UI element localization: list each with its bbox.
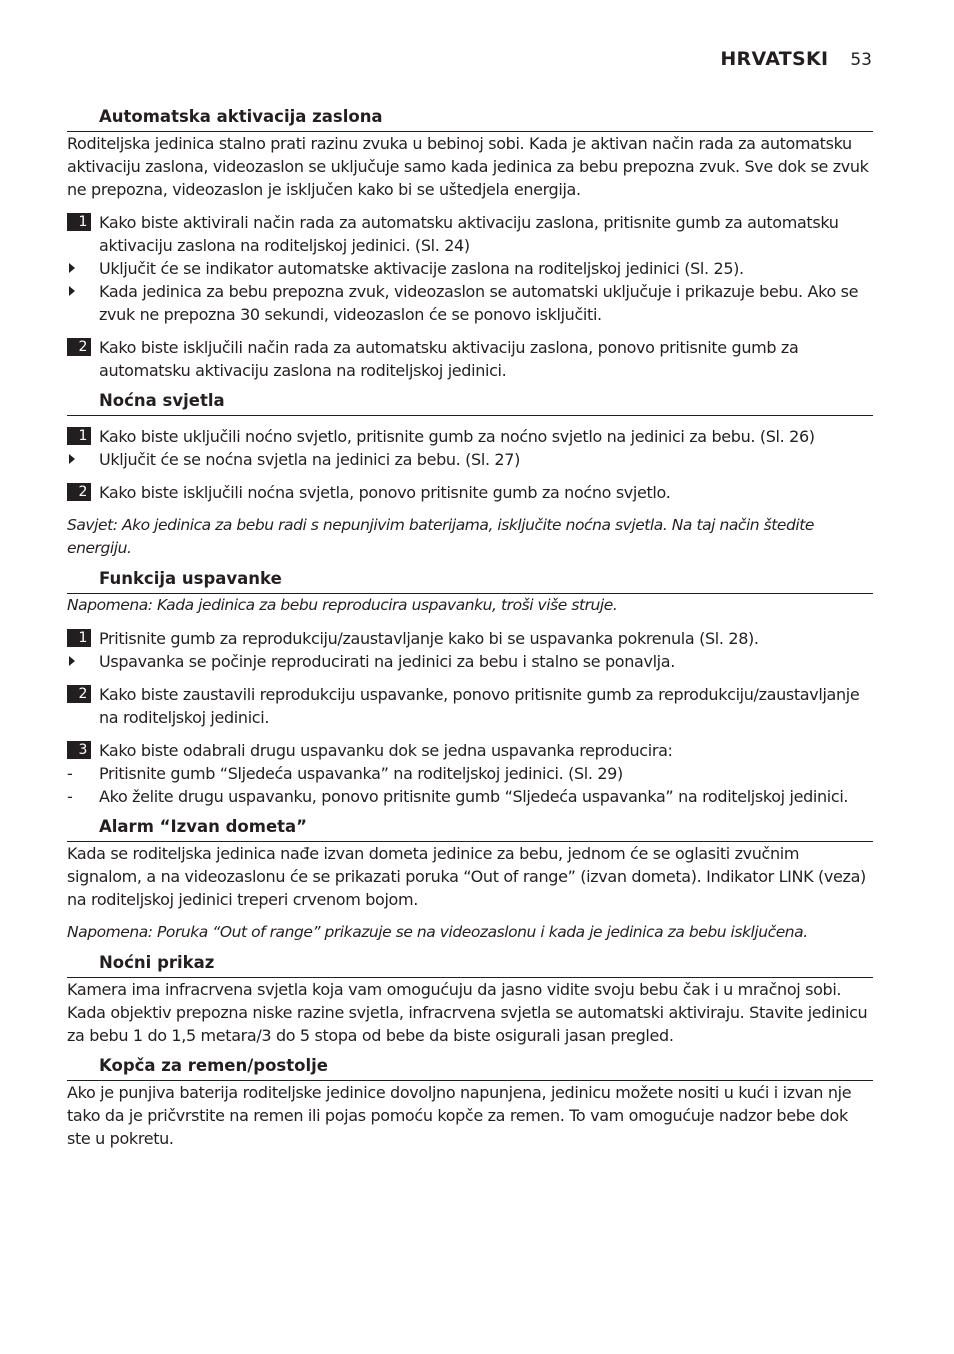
- triangle-bullet-icon: [67, 280, 99, 326]
- step-item: [67, 739, 873, 762]
- section-heading-night-vision: Noćni prikaz: [67, 952, 873, 978]
- page-number: 53: [850, 50, 872, 70]
- step-text: Kako biste isključili način rada za automatsku aktivaciju zaslona, ponovo pritisnite gumb za automatsku aktivaciju zaslona na roditeljskoj jedinici.: [99, 338, 799, 380]
- step-number: 1: [67, 629, 91, 647]
- step-item: [67, 627, 873, 650]
- result-item: [67, 257, 873, 280]
- step-group: [67, 739, 873, 808]
- step-group: [67, 683, 873, 729]
- page-content: [67, 106, 873, 1160]
- step-item: [67, 336, 873, 382]
- step-number: 2: [67, 338, 91, 356]
- result-item: [67, 280, 873, 326]
- step-text: Kako biste uključili noćno svjetlo, pritisnite gumb za noćno svjetlo na jedinici za bebu. (Sl. 26): [99, 427, 815, 446]
- triangle-bullet-icon: [67, 650, 99, 673]
- section-heading-night-lights: Noćna svjetla: [67, 390, 873, 416]
- paragraph: Ako je punjiva baterija roditeljske jedinice dovoljno napunjena, jedinicu možete nositi u kući i izvan nje tako da je pričvrstite na remen ili pojas pomoću kopče za remen. To vam omogućuje nadzor bebe dok ste u pokretu.: [67, 1083, 852, 1148]
- step-text: Kako biste zaustavili reprodukciju uspavanke, ponovo pritisnite gumb za reprodukciju/zaustavljanje na roditeljskoj jedinici.: [99, 685, 860, 727]
- result-text: Uspavanka se počinje reproducirati na jedinici za bebu i stalno se ponavlja.: [99, 652, 675, 671]
- step-text: Kako biste aktivirali način rada za automatsku aktivaciju zaslona, pritisnite gumb za automatsku aktivaciju zaslona na roditeljskoj jedinici. (Sl. 24): [99, 213, 839, 255]
- step-group: [67, 211, 873, 326]
- sub-item-text: Ako želite drugu uspavanku, ponovo pritisnite gumb “Sljedeća uspavanka” na roditeljskoj jedinici.: [99, 787, 849, 806]
- step-group: [67, 425, 873, 471]
- result-item: [67, 448, 873, 471]
- paragraph: Kamera ima infracrvena svjetla koja vam omogućuju da jasno vidite svoju bebu čak i u mračnoj sobi. Kada objektiv prepozna niske razine svjetla, infracrvena svjetla se automatski aktiviraju. Stavite jedinicu za bebu 1 do 1,5 metara/3 do 5 stopa od bebe da biste osigurali jasan pregled.: [67, 980, 868, 1045]
- result-text: Kada jedinica za bebu prepozna zvuk, videozaslon se automatski uključuje i prikazuje bebu. Ako se zvuk ne prepozna 30 sekundi, videozaslon će se ponovo isključiti.: [99, 282, 859, 324]
- paragraph: Roditeljska jedinica stalno prati razinu zvuka u bebinoj sobi. Kada je aktivan način rada za automatsku aktivaciju zaslona, videozaslon se uključuje samo kada jedinica za bebu prepozna zvuk. Sve dok se zvuk ne prepozna, videozaslon je isključen kako bi se uštedjela energija.: [67, 134, 869, 199]
- step-text: Kako biste isključili noćna svjetla, ponovo pritisnite gumb za noćno svjetlo.: [99, 483, 671, 502]
- step-text: Pritisnite gumb za reprodukciju/zaustavljanje kako bi se uspavanka pokrenula (Sl. 28).: [99, 629, 759, 648]
- step-item: [67, 211, 873, 257]
- sub-item-text: Pritisnite gumb “Sljedeća uspavanka” na roditeljskoj jedinici. (Sl. 29): [99, 764, 623, 783]
- note-text: Napomena: Kada jedinica za bebu reproducira uspavanku, troši više struje.: [67, 596, 618, 614]
- step-number: 3: [67, 741, 91, 759]
- step-number: 2: [67, 685, 91, 703]
- page-header: [720, 48, 872, 70]
- result-text: Uključit će se noćna svjetla na jedinici za bebu. (Sl. 27): [99, 450, 520, 469]
- step-item: [67, 425, 873, 448]
- step-number: 1: [67, 427, 91, 445]
- step-group: [67, 336, 873, 382]
- language-label: HRVATSKI: [720, 48, 829, 70]
- step-number: 1: [67, 213, 91, 231]
- step-group: [67, 481, 873, 504]
- result-text: Uključit će se indikator automatske aktivacije zaslona na roditeljskoj jedinici (Sl. 25).: [99, 259, 744, 278]
- sub-item: [67, 762, 873, 785]
- dash-bullet: -: [67, 764, 73, 783]
- step-item: [67, 683, 873, 729]
- step-number: 2: [67, 483, 91, 501]
- paragraph: Kada se roditeljska jedinica nađe izvan dometa jedinice za bebu, jednom će se oglasiti zvučnim signalom, a na videozaslonu će se prikazati poruka “Out of range” (izvan dometa). Indikator LINK (veza) na roditeljskoj jedinici treperi crvenom bojom.: [67, 844, 866, 909]
- step-item: [67, 481, 873, 504]
- result-item: [67, 650, 873, 673]
- note-text: Napomena: Poruka “Out of range” prikazuje se na videozaslonu i kada je jedinica za bebu isključena.: [67, 923, 808, 941]
- tip-note: Savjet: Ako jedinica za bebu radi s nepunjivim baterijama, isključite noćna svjetla. Na taj način štedite energiju.: [67, 516, 814, 557]
- triangle-bullet-icon: [67, 257, 99, 280]
- section-heading-lullaby: Funkcija uspavanke: [67, 568, 873, 594]
- triangle-bullet-icon: [67, 448, 99, 471]
- section-heading-auto-screen: Automatska aktivacija zaslona: [67, 106, 873, 132]
- step-text: Kako biste odabrali drugu uspavanku dok se jedna uspavanka reproducira:: [99, 741, 673, 760]
- sub-item: [67, 785, 873, 808]
- step-group: [67, 627, 873, 673]
- dash-bullet: -: [67, 787, 73, 806]
- section-heading-belt-clip: Kopča za remen/postolje: [67, 1055, 873, 1081]
- section-heading-out-of-range: Alarm “Izvan dometa”: [67, 816, 873, 842]
